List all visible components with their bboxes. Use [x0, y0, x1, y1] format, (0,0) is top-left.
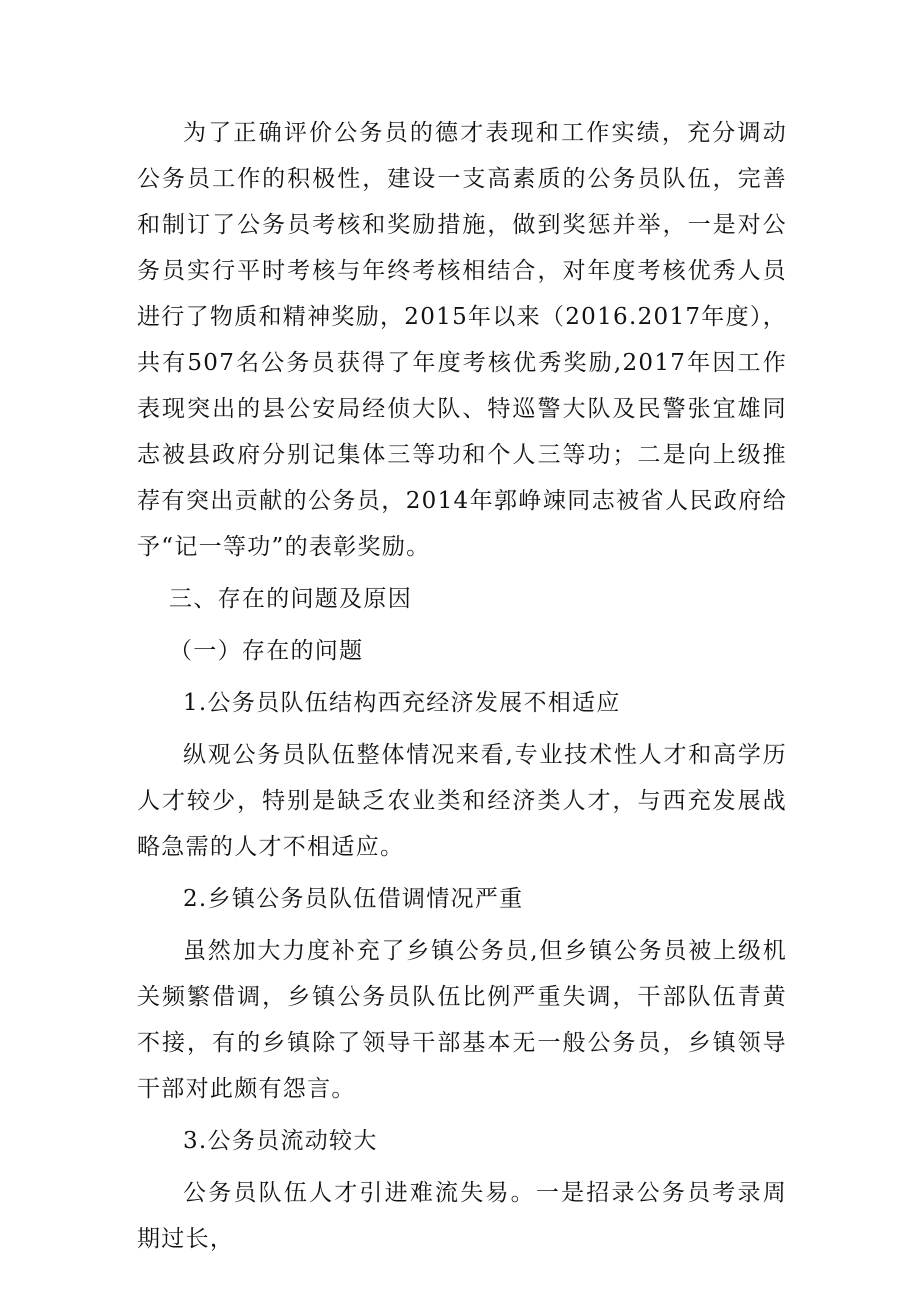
- section-heading-problems-causes: 三、存在的问题及原因: [169, 586, 412, 612]
- paragraph-item-2: 虽然加大力度补充了乡镇公务员,但乡镇公务员被上级机关频繁借调，乡镇公务员队伍比例严重失调，干部队伍青黄不接，有的乡镇除了领导干部基本无一般公务员，乡镇领导干部对此颇有怨言。: [137, 938, 787, 1102]
- paragraph-assessment-rewards: 为了正确评价公务员的德才表现和工作实绩，充分调动公务员工作的积极性，建设一支高素质的公务员队伍，完善和制订了公务员考核和奖励措施，做到奖惩并举，一是对公务员实行平时考核与年终考核相结合，对年度考核优秀人员进行了物质和精神奖励，2015年以来（2016.2017年度），共有507名公务员获得了年度考核优秀奖励,2017年因工作表现突出的县公安局经侦大队、特巡警大队及民警张宜雄同志被县政府分别记集体三等功和个人三等功；二是向上级推荐有突出贡献的公务员，2014年郭峥竦同志被省人民政府给予“记一等功”的表彰奖励。: [137, 120, 788, 560]
- paragraph-item-1: 纵观公务员队伍整体情况来看,专业技术性人才和高学历人才较少，特别是缺乏农业类和经济类人才，与西充发展战略急需的人才不相适应。: [137, 742, 787, 860]
- item-heading-1: 1.公务员队伍结构西充经济发展不相适应: [183, 690, 621, 716]
- item-heading-2: 2.乡镇公务员队伍借调情况严重: [183, 886, 524, 912]
- subsection-heading-existing-problems: （一）存在的问题: [169, 638, 364, 664]
- paragraph-item-3: 公务员队伍人才引进难流失易。一是招录公务员考录周期过长，: [137, 1180, 787, 1252]
- item-heading-3: 3.公务员流动较大: [183, 1128, 378, 1154]
- document-body: [137, 110, 787, 1268]
